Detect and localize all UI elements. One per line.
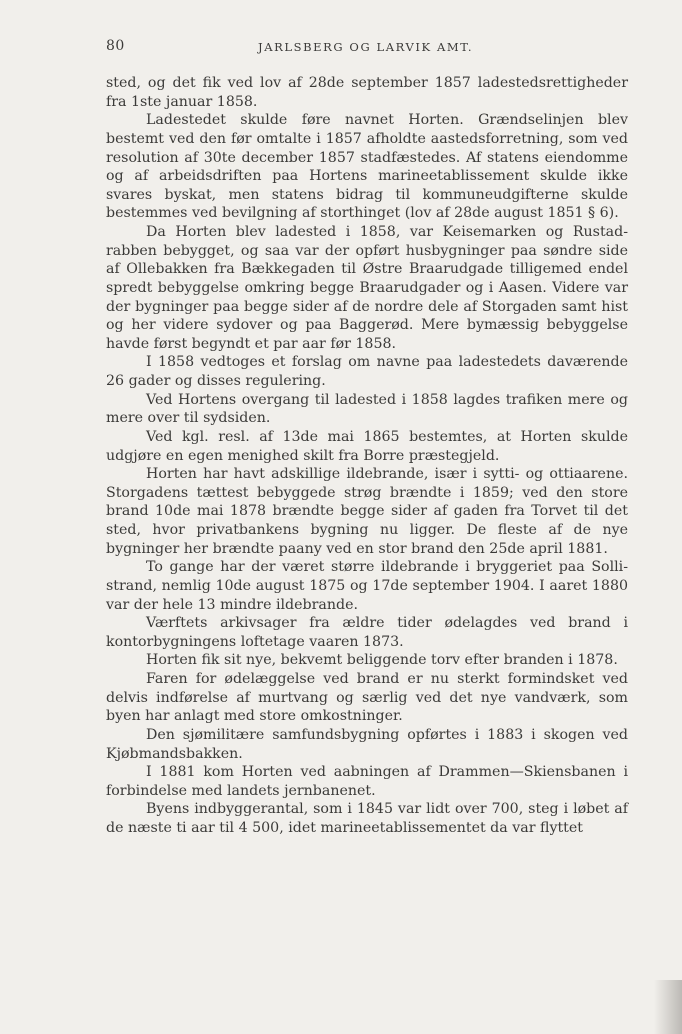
paragraph: Horten har havt adskillige ildebrande, især i sytti- og ottiaarene. Storgadens tættest bebyggede strøg brændte i 1859; ved den store brand 10de mai 1878 brændte begge sider af gaden fra Torvet til det sted, hvor privatbankens bygning nu ligger. De fleste af de nye bygninger her brændte paany ved en stor brand den 25de april 1881.	[106, 466, 628, 557]
page-number: 80	[106, 38, 125, 54]
paragraph: I 1858 vedtoges et forslag om navne paa ladestedets daværende 26 gader og disses regulering.	[106, 354, 628, 389]
paragraph: Værftets arkivsager fra ældre tider ødelagdes ved brand i kontorbygningens loftetage vaaren 1873.	[106, 615, 628, 650]
paragraph: Horten fik sit nye, bekvemt beliggende torv efter branden i 1878.	[146, 652, 618, 669]
paragraph: sted, og det fik ved lov af 28de september 1857 ladestedsrettigheder fra 1ste januar 1858.	[106, 75, 628, 110]
paragraph: Den sjømilitære samfundsbygning opførtes i 1883 i skogen ved Kjøbmandsbakken.	[106, 726, 628, 762]
page-edge-shadow	[654, 980, 682, 1034]
body-text	[106, 74, 628, 838]
paragraph: Byens indbyggerantal, som i 1845 var lidt over 700, steg i løbet af de næste ti aar til 4 500, idet marineetablissementet da var flyttet	[106, 801, 628, 836]
paragraph: Ved Hortens overgang til ladested i 1858 lagdes trafiken mere og mere over til sydsiden.	[106, 391, 628, 427]
paragraph: Ved kgl. resl. af 13de mai 1865 bestemtes, at Horten skulde udgjøre en egen menighed skilt fra Borre præstegjeld.	[106, 428, 628, 464]
paragraph: I 1881 kom Horten ved aabningen af Drammen—Skiensbanen i forbindelse med landets jernbanenet.	[106, 764, 628, 799]
paragraph: Ladestedet skulde føre navnet Horten. Grændselinjen blev bestemt ved den før omtalte i 1857 afholdte aastedsforretning, som ved resolution af 30te december 1857 stadfæstedes. Af statens eiendomme og af arbeidsdriften paa Hortens marineetablissement skulde ikke svares byskat, men statens bidrag til kommuneudgifterne skulde bestemmes ved bevilgning af storthinget (lov af 28de august 1851 § 6).	[106, 112, 628, 222]
paragraph: To gange har der været større ildebrande i bryggeriet paa Sollistrand, nemlig 10de august 1875 og 17de september 1904. I aaret 1880 var der hele 13 mindre ildebrande.	[106, 559, 628, 613]
paragraph: Faren for ødelæggelse ved brand er nu sterkt formindsket ved delvis indførelse af murtvang og særlig ved det nye vandværk, som byen har anlagt med store omkostninger.	[106, 671, 628, 725]
paragraph: Da Horten blev ladested i 1858, var Keisemarken og Rustadrabben bebygget, og saa var der opført husbygninger paa søndre side af Ollebakken fra Bækkegaden til Østre Braarudgade tilligemed endel spredt bebyggelse omkring begge Braarudgader og i Aasen. Videre var der bygninger paa begge sider af de nordre dele af Storgaden samt hist og her videre sydover og paa Baggerød. Mere bymæssig bebyggelse havde først begyndt et par aar før 1858.	[106, 224, 628, 352]
running-head: JARLSBERG OG LARVIK AMT.	[258, 40, 474, 54]
